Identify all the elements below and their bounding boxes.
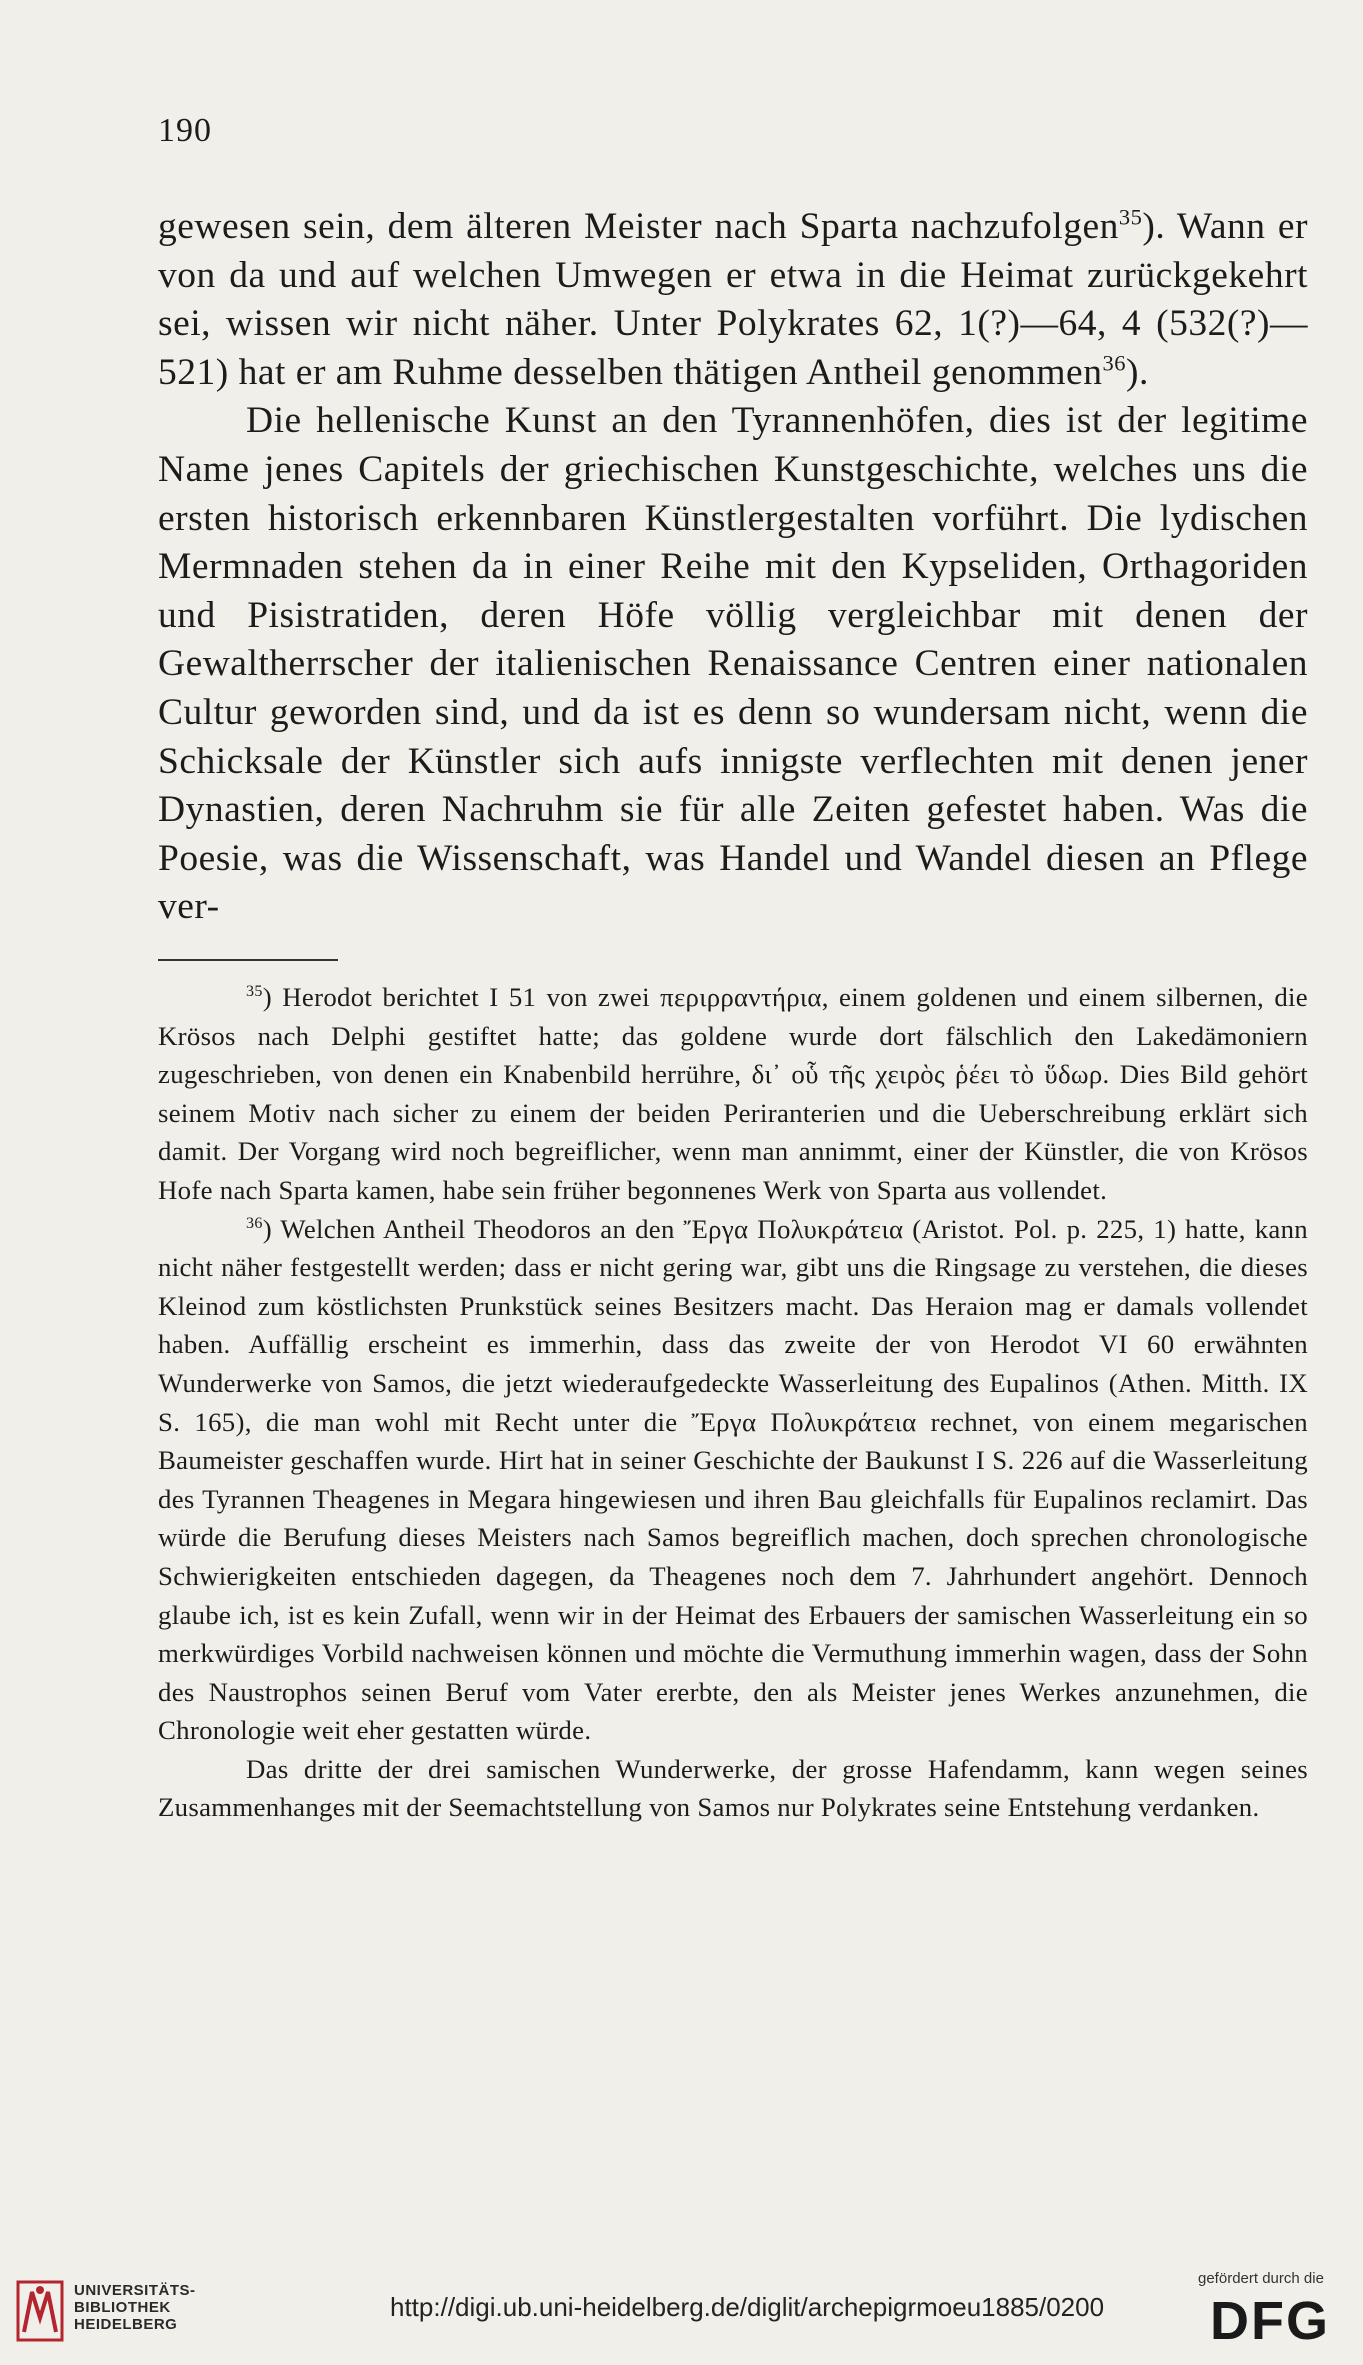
- footnote-36-text: ) Welchen Antheil Theodoros an den Ἔργα Πολυκράτεια (Aristot. Pol. p. 225, 1) hatte, kann nicht näher festgestellt werden; dass er nicht gering war, gibt uns die Ringsage zu verstehen, die dieses Kleinod zum köstlichsten Prunkstück seines Besitzers macht. Das Heraion mag er damals vollendet haben. Auffällig erscheint es immerhin, dass das zweite der von Herodot VI 60 erwähnten Wunderwerke von Samos, die jetzt wiederaufgedeckte Wasserleitung des Eupalinos (Athen. Mitth. IX S. 165), die man wohl mit Recht unter die Ἔργα Πολυκράτεια rechnet, von einem megarischen Baumeister geschaffen wurde. Hirt hat in seiner Geschichte der Baukunst I S. 226 auf die Wasserleitung des Tyrannen Theagenes in Megara hingewiesen und ihren Bau gleichfalls für Eupalinos reclamirt. Das würde die Berufung dieses Meisters nach Samos begreiflich machen, doch sprechen chronologische Schwierigkeiten entschieden dagegen, da Theagenes noch dem 7. Jahrhundert angehört. Dennoch glaube ich, ist es kein Zufall, wenn wir in der Heimat des Erbauers der samischen Wasserleitung ein so merkwürdiges Vorbild nachweisen können und möchte die Vermuthung immerhin wagen, dass der Sohn des Naustrophos seinen Beruf vom Vater ererbte, den als Meister jenes Werkes anzunehmen, die Chronologie weit eher gestatten würde.: [158, 1213, 1308, 1746]
- paragraph-1-text-b: ). Wann er von da und auf welchen Umwegen er etwa in die Heimat zurückgekehrt sei, wissen wir nicht näher. Unter Polykrates 62, 1(?)—64, 4 (532(?)—521) hat er am Ruhme desselben thätigen Antheil genommen: [158, 206, 1308, 393]
- footnote-35: [158, 978, 1308, 1210]
- paragraph-1-text-c: ).: [1125, 351, 1149, 393]
- dfg-logo: DFG: [1210, 2291, 1330, 2351]
- footnote-36-continuation: Das dritte der drei samischen Wunderwerke, der grosse Hafendamm, kann wegen seines Zusammenhanges mit der Seemachtstellung von Samos nur Polykrates seine Entstehung verdanken.: [158, 1753, 1308, 1823]
- footnote-36-number: 36: [246, 1214, 263, 1232]
- funded-by-label: gefördert durch die: [1198, 2270, 1324, 2287]
- source-url-link[interactable]: http://digi.ub.uni-heidelberg.de/diglit/archepigrmoeu1885/0200: [390, 2292, 1105, 2322]
- paragraph-1-text: gewesen sein, dem älteren Meister nach Sparta nachzufolgen: [158, 206, 1119, 247]
- page-number: 190: [158, 112, 212, 149]
- footnote-35-text: ) Herodot berichtet I 51 von zwei περιρραντήρια, einem goldenen und einem silbernen, die Krösos nach Delphi gestiftet hatte; das goldene wurde dort fälschlich den Lakedämoniern zugeschrieben, von denen ein Knabenbild herrühre, δι᾽ οὗ τῆς χειρὸς ῥέει τὸ ὕδωρ. Dies Bild gehört seinem Motiv nach sicher zu einem der beiden Periranterien und die Ueberschreibung erklärt sich damit. Der Vorgang wird noch begreiflicher, wenn man annimmt, einer der Künstler, die von Krösos Hofe nach Sparta kamen, habe sein früher begonnenes Werk von Sparta aus vollendet.: [158, 982, 1308, 1205]
- footnotes: [158, 978, 1308, 1827]
- library-name-line-3: HEIDELBERG: [74, 2316, 178, 2333]
- paragraph-2: Die hellenische Kunst an den Tyrannenhöfen, dies ist der legitime Name jenes Capitels der griechischen Kunstgeschichte, welches uns die ersten historisch erkennbaren Künstlergestalten vorführt. Die lydischen Mermnaden stehen da in einer Reihe mit den Kypseliden, Orthagoriden und Pisistratiden, deren Höfe völlig vergleichbar mit denen der Gewaltherrscher der italienischen Renaissance Centren einer nationalen Cultur geworden sind, und da ist es denn so wundersam nicht, wenn die Schicksale der Künstler sich aufs innigste verflechten mit denen jener Dynastien, deren Nachruhm sie für alle Zeiten gefestet haben. Was die Poesie, was die Wissenschaft, was Handel und Wandel diesen an Pflege ver-: [158, 400, 1308, 928]
- library-name-line-2: BIBLIOTHEK: [74, 2299, 171, 2316]
- footnote-36: [158, 1210, 1308, 1750]
- footnote-divider: [158, 959, 338, 961]
- main-text: [158, 203, 1308, 932]
- paragraph-1: [158, 203, 1308, 397]
- university-seal-icon: [14, 2278, 66, 2344]
- footnote-ref-36[interactable]: 36: [1102, 350, 1126, 376]
- library-name: [74, 2282, 196, 2333]
- footnote-ref-35[interactable]: 35: [1118, 204, 1143, 230]
- library-name-line-1: UNIVERSITÄTS-: [74, 2282, 196, 2299]
- footnote-35-number: 35: [246, 983, 263, 1001]
